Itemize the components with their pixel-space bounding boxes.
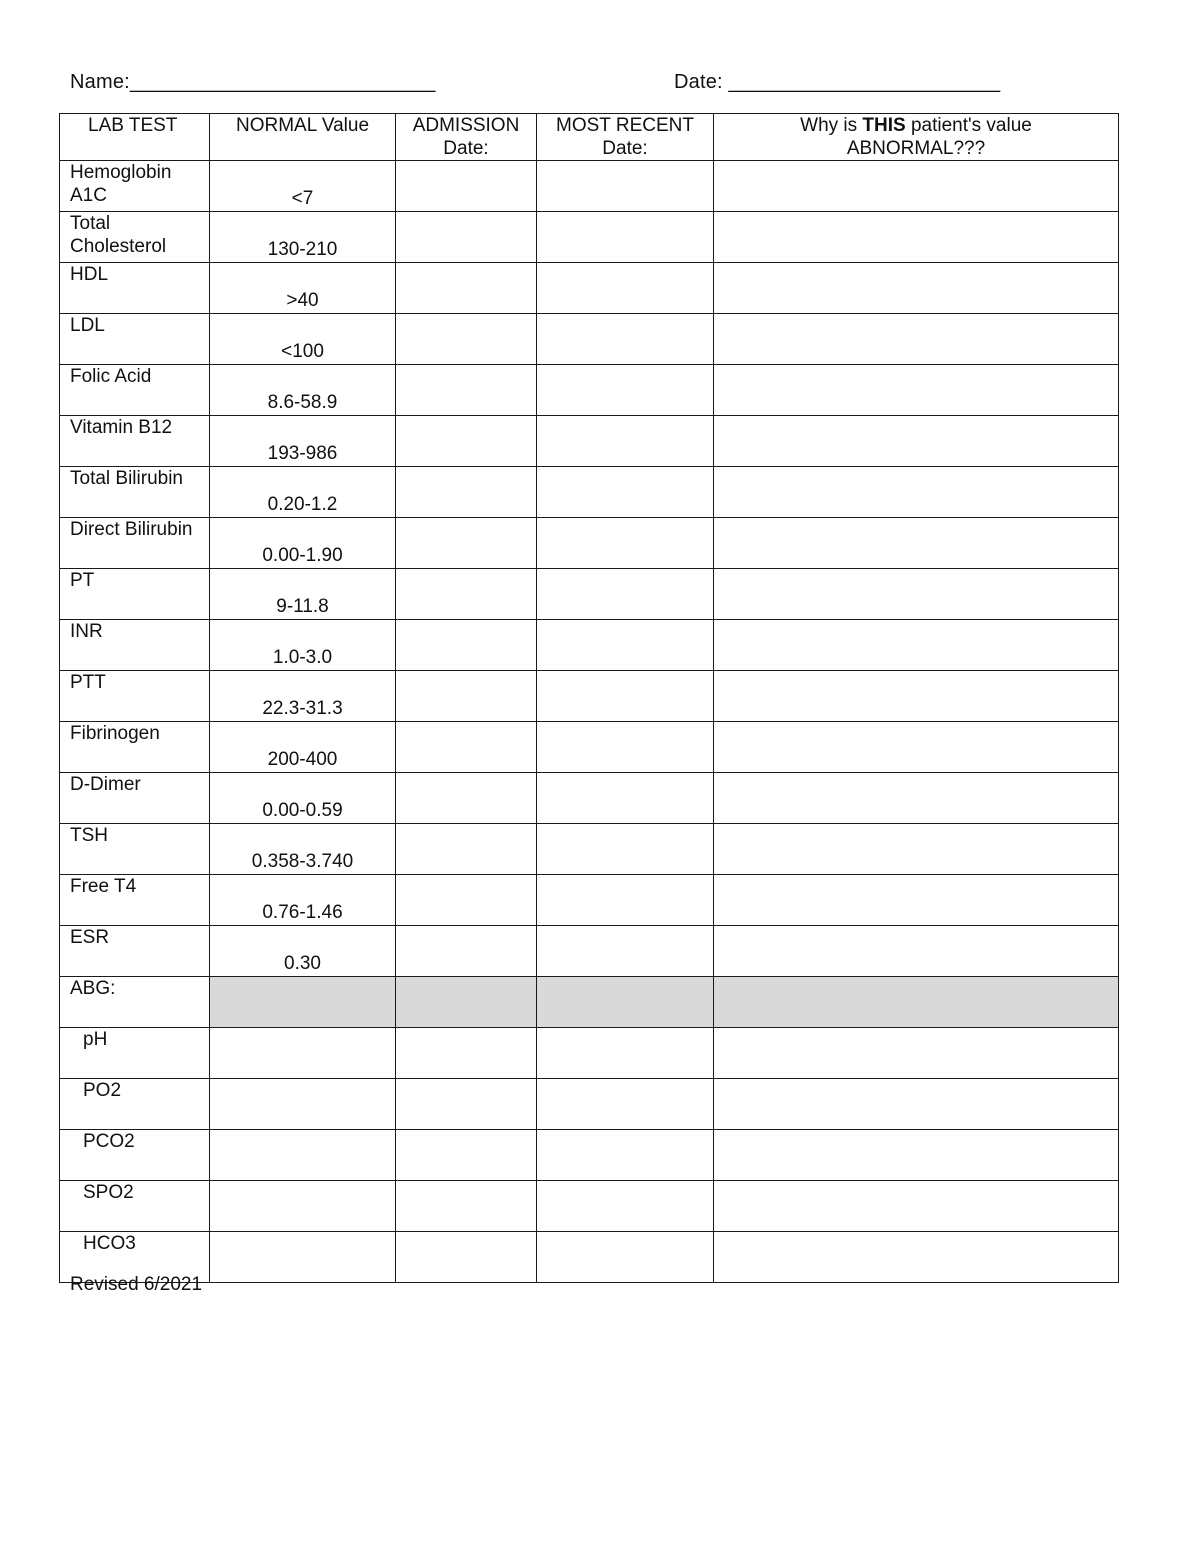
lab-test-name: INR: [60, 620, 210, 671]
why-abnormal-cell[interactable]: [714, 926, 1119, 977]
lab-test-name: SPO2: [60, 1181, 210, 1232]
admission-value-cell[interactable]: [396, 671, 537, 722]
lab-test-name: Hemoglobin A1C: [60, 161, 210, 212]
table-row: [60, 1181, 1119, 1232]
admission-value-cell[interactable]: [396, 314, 537, 365]
most-recent-value-cell[interactable]: [537, 620, 714, 671]
normal-value: 0.00-1.90: [210, 518, 396, 569]
why-abnormal-cell[interactable]: [714, 365, 1119, 416]
lab-test-name: pH: [60, 1028, 210, 1079]
admission-value-cell[interactable]: [396, 365, 537, 416]
admission-value-cell[interactable]: [396, 161, 537, 212]
table-row: [60, 1079, 1119, 1130]
admission-value-cell[interactable]: [396, 212, 537, 263]
most-recent-value-cell[interactable]: [537, 416, 714, 467]
lab-test-name: HDL: [60, 263, 210, 314]
normal-value: 0.00-0.59: [210, 773, 396, 824]
header-most-recent-date: Date:: [602, 138, 648, 159]
most-recent-value-cell[interactable]: [537, 824, 714, 875]
table-row: [60, 467, 1119, 518]
why-abnormal-cell[interactable]: [714, 212, 1119, 263]
most-recent-value-cell[interactable]: [537, 1232, 714, 1283]
header-why-line2: ABNORMAL???: [846, 138, 986, 159]
normal-value: <7: [210, 161, 396, 212]
table-row: [60, 212, 1119, 263]
lab-values-table: [59, 113, 1119, 1283]
admission-value-cell[interactable]: [396, 773, 537, 824]
header-why-bold: THIS: [862, 115, 906, 136]
normal-value: 0.76-1.46: [210, 875, 396, 926]
normal-value: [210, 977, 396, 1028]
lab-test-name: Vitamin B12: [60, 416, 210, 467]
table-row: [60, 773, 1119, 824]
most-recent-value-cell[interactable]: [537, 671, 714, 722]
most-recent-value-cell[interactable]: [537, 365, 714, 416]
table-row: [60, 314, 1119, 365]
normal-value: [210, 1079, 396, 1130]
admission-value-cell[interactable]: [396, 569, 537, 620]
header-normal-value: NORMAL Value: [210, 114, 396, 161]
table-row: [60, 569, 1119, 620]
header-admission: [396, 114, 537, 161]
why-abnormal-cell[interactable]: [714, 722, 1119, 773]
most-recent-value-cell[interactable]: [537, 1028, 714, 1079]
admission-value-cell[interactable]: [396, 1232, 537, 1283]
table-row: [60, 263, 1119, 314]
admission-value-cell[interactable]: [396, 1079, 537, 1130]
why-abnormal-cell[interactable]: [714, 620, 1119, 671]
normal-value: 193-986: [210, 416, 396, 467]
lab-test-name: Fibrinogen: [60, 722, 210, 773]
table-row: [60, 977, 1119, 1028]
admission-value-cell[interactable]: [396, 875, 537, 926]
most-recent-value-cell[interactable]: [537, 977, 714, 1028]
why-abnormal-cell[interactable]: [714, 773, 1119, 824]
header-why-suffix: patient's value: [905, 115, 1032, 136]
most-recent-value-cell[interactable]: [537, 773, 714, 824]
admission-value-cell[interactable]: [396, 1181, 537, 1232]
why-abnormal-cell[interactable]: [714, 875, 1119, 926]
why-abnormal-cell[interactable]: [714, 416, 1119, 467]
table-header-row: [60, 114, 1119, 161]
normal-value: 0.30: [210, 926, 396, 977]
lab-test-name: TSH: [60, 824, 210, 875]
why-abnormal-cell[interactable]: [714, 1028, 1119, 1079]
normal-value: [210, 1028, 396, 1079]
lab-test-name: ABG:: [60, 977, 210, 1028]
lab-test-name: PCO2: [60, 1130, 210, 1181]
why-abnormal-cell[interactable]: [714, 824, 1119, 875]
most-recent-value-cell[interactable]: [537, 1130, 714, 1181]
lab-test-name: ESR: [60, 926, 210, 977]
most-recent-value-cell[interactable]: [537, 1079, 714, 1130]
header-most-recent: [537, 114, 714, 161]
admission-value-cell[interactable]: [396, 926, 537, 977]
admission-value-cell[interactable]: [396, 263, 537, 314]
why-abnormal-cell[interactable]: [714, 1130, 1119, 1181]
most-recent-value-cell[interactable]: [537, 314, 714, 365]
why-abnormal-cell[interactable]: [714, 671, 1119, 722]
most-recent-value-cell[interactable]: [537, 875, 714, 926]
header-lab-test: LAB TEST: [60, 114, 210, 161]
admission-value-cell[interactable]: [396, 1130, 537, 1181]
why-abnormal-cell[interactable]: [714, 977, 1119, 1028]
normal-value: [210, 1232, 396, 1283]
table-row: [60, 161, 1119, 212]
most-recent-value-cell[interactable]: [537, 467, 714, 518]
lab-test-name: Total Cholesterol: [60, 212, 210, 263]
normal-value: [210, 1130, 396, 1181]
header-why-prefix: Why is: [800, 115, 863, 136]
lab-test-name: Total Bilirubin: [60, 467, 210, 518]
admission-value-cell[interactable]: [396, 722, 537, 773]
table-row: [60, 824, 1119, 875]
admission-value-cell[interactable]: [396, 620, 537, 671]
table-row: [60, 518, 1119, 569]
table-row: [60, 1232, 1119, 1283]
table-row: [60, 416, 1119, 467]
header-most-recent-title: MOST RECENT: [556, 115, 694, 136]
normal-value: 0.20-1.2: [210, 467, 396, 518]
date-field[interactable]: Date: ________________________: [674, 71, 1001, 93]
admission-value-cell[interactable]: [396, 416, 537, 467]
header-why-abnormal: [714, 114, 1119, 161]
why-abnormal-cell[interactable]: [714, 467, 1119, 518]
lab-test-name: PT: [60, 569, 210, 620]
normal-value: 1.0-3.0: [210, 620, 396, 671]
most-recent-value-cell[interactable]: [537, 263, 714, 314]
admission-value-cell[interactable]: [396, 1028, 537, 1079]
table-row: [60, 926, 1119, 977]
table-row: [60, 671, 1119, 722]
table-row: [60, 875, 1119, 926]
why-abnormal-cell[interactable]: [714, 1079, 1119, 1130]
why-abnormal-cell[interactable]: [714, 161, 1119, 212]
lab-test-name: HCO3: [60, 1232, 210, 1283]
header-admission-date: Date:: [443, 138, 489, 159]
most-recent-value-cell[interactable]: [537, 161, 714, 212]
most-recent-value-cell[interactable]: [537, 212, 714, 263]
why-abnormal-cell[interactable]: [714, 314, 1119, 365]
normal-value: 8.6-58.9: [210, 365, 396, 416]
normal-value: [210, 1181, 396, 1232]
normal-value: <100: [210, 314, 396, 365]
table-row: [60, 722, 1119, 773]
revised-note: Revised 6/2021: [70, 1274, 203, 1295]
lab-test-name: D-Dimer: [60, 773, 210, 824]
admission-value-cell[interactable]: [396, 977, 537, 1028]
lab-test-name: LDL: [60, 314, 210, 365]
table-row: [60, 365, 1119, 416]
why-abnormal-cell[interactable]: [714, 518, 1119, 569]
most-recent-value-cell[interactable]: [537, 722, 714, 773]
admission-value-cell[interactable]: [396, 467, 537, 518]
normal-value: >40: [210, 263, 396, 314]
name-field[interactable]: Name:___________________________: [70, 71, 436, 93]
admission-value-cell[interactable]: [396, 518, 537, 569]
normal-value: 200-400: [210, 722, 396, 773]
why-abnormal-cell[interactable]: [714, 263, 1119, 314]
normal-value: 22.3-31.3: [210, 671, 396, 722]
lab-test-name: Folic Acid: [60, 365, 210, 416]
table-row: [60, 1028, 1119, 1079]
most-recent-value-cell[interactable]: [537, 569, 714, 620]
lab-test-name: PO2: [60, 1079, 210, 1130]
lab-test-name: Direct Bilirubin: [60, 518, 210, 569]
normal-value: 0.358-3.740: [210, 824, 396, 875]
table-row: [60, 1130, 1119, 1181]
table-row: [60, 620, 1119, 671]
header-admission-title: ADMISSION: [412, 115, 520, 136]
normal-value: 130-210: [210, 212, 396, 263]
most-recent-value-cell[interactable]: [537, 518, 714, 569]
why-abnormal-cell[interactable]: [714, 1232, 1119, 1283]
lab-test-name: Free T4: [60, 875, 210, 926]
why-abnormal-cell[interactable]: [714, 1181, 1119, 1232]
lab-test-name: PTT: [60, 671, 210, 722]
normal-value: 9-11.8: [210, 569, 396, 620]
admission-value-cell[interactable]: [396, 824, 537, 875]
most-recent-value-cell[interactable]: [537, 926, 714, 977]
why-abnormal-cell[interactable]: [714, 569, 1119, 620]
most-recent-value-cell[interactable]: [537, 1181, 714, 1232]
